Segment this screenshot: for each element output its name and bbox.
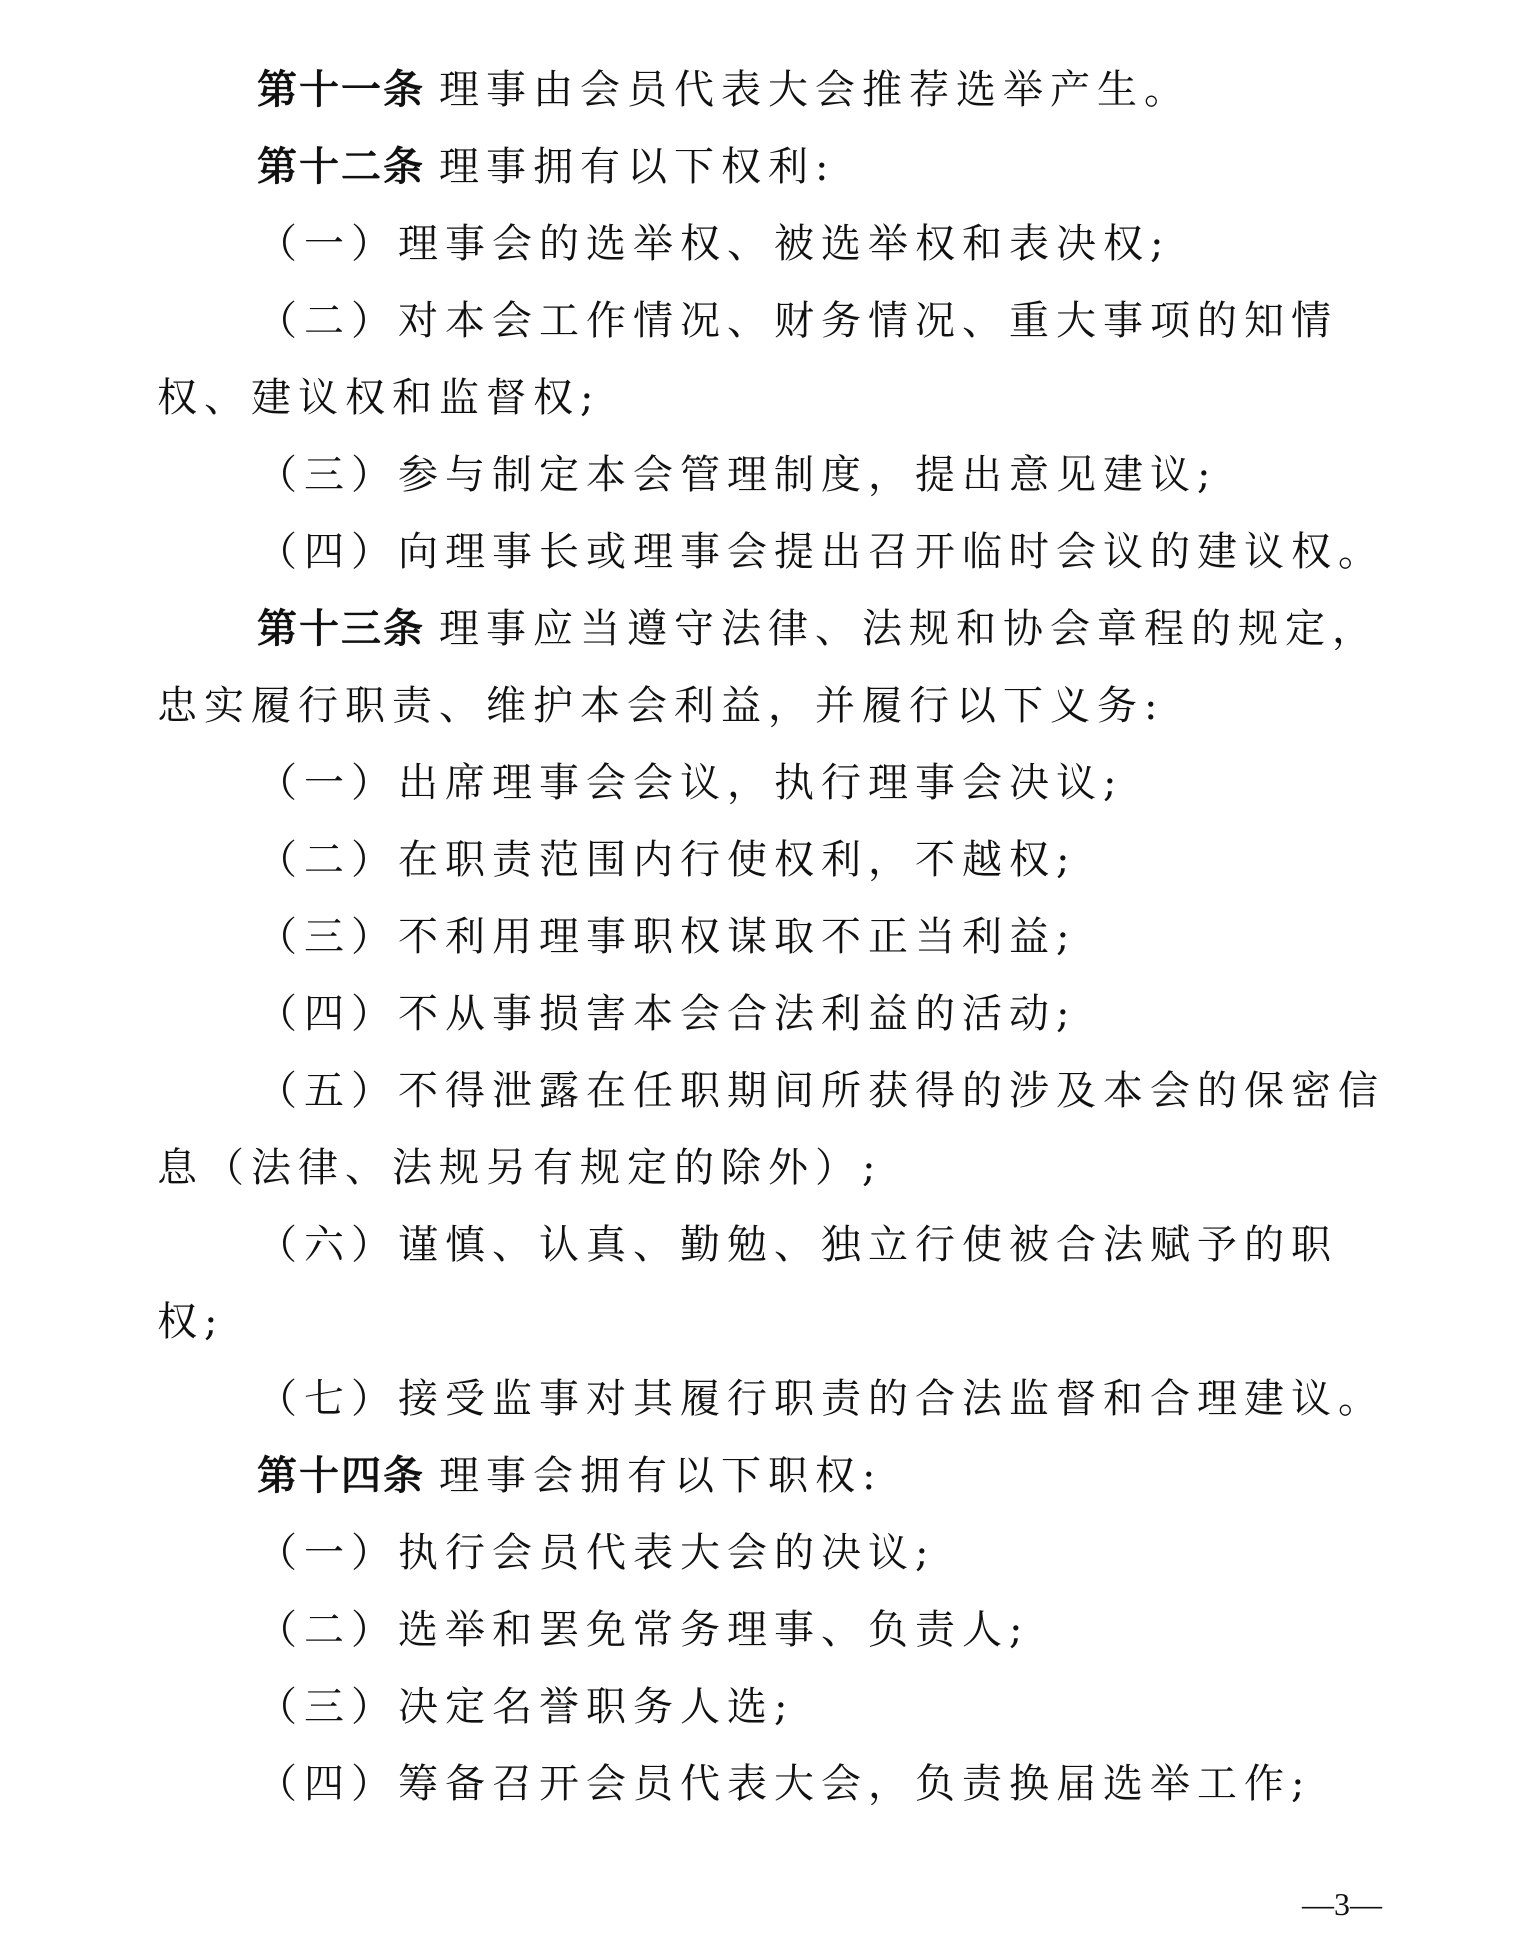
article-heading: 第十二条: [257, 144, 425, 190]
article-13: [157, 591, 1387, 745]
list-item: （一）执行会员代表大会的决议;: [257, 1530, 936, 1576]
article-heading: 第十一条: [257, 67, 425, 113]
list-item: （四）筹备召开会员代表大会，负责换届选举工作;: [257, 1761, 1312, 1807]
document-body: [157, 52, 1387, 1823]
list-item: （四）不从事损害本会合法利益的活动;: [257, 991, 1077, 1037]
page-number: —3—: [1302, 1886, 1382, 1922]
list-item: （三）决定名誉职务人选;: [257, 1684, 795, 1730]
list-item: （七）接受监事对其履行职责的合法监督和合理建议。: [257, 1376, 1385, 1422]
article-heading: 第十三条: [257, 606, 425, 652]
article-11: [157, 52, 1387, 129]
article-text: 理事拥有以下权利:: [439, 144, 836, 190]
article-text: 理事会拥有以下职权:: [439, 1453, 883, 1499]
list-item: （一）出席理事会会议，执行理事会决议;: [257, 760, 1124, 806]
list-item: （一）理事会的选举权、被选举权和表决权;: [257, 221, 1171, 267]
article-12: [157, 129, 1387, 206]
article-14: [157, 1438, 1387, 1515]
list-item: （六）谨慎、认真、勤勉、独立行使被合法赋予的职权;: [157, 1222, 1338, 1345]
article-heading: 第十四条: [257, 1453, 425, 1499]
list-item: （二）选举和罢免常务理事、负责人;: [257, 1607, 1030, 1653]
list-item: （二）在职责范围内行使权利，不越权;: [257, 837, 1077, 883]
list-item: （四）向理事长或理事会提出召开临时会议的建议权。: [257, 529, 1385, 575]
article-text: 理事由会员代表大会推荐选举产生。: [439, 67, 1191, 113]
list-item: （二）对本会工作情况、财务情况、重大事项的知情权、建议权和监督权;: [157, 298, 1338, 421]
list-item: （三）不利用理事职权谋取不正当利益;: [257, 914, 1077, 960]
article-text: 理事应当遵守法律、法规和协会章程的规定，忠实履行职责、维护本会利益，并履行以下义务:: [157, 606, 1379, 729]
list-item: （三）参与制定本会管理制度，提出意见建议;: [257, 452, 1218, 498]
list-item: （五）不得泄露在任职期间所获得的涉及本会的保密信息（法律、法规另有规定的除外）;: [157, 1068, 1385, 1191]
